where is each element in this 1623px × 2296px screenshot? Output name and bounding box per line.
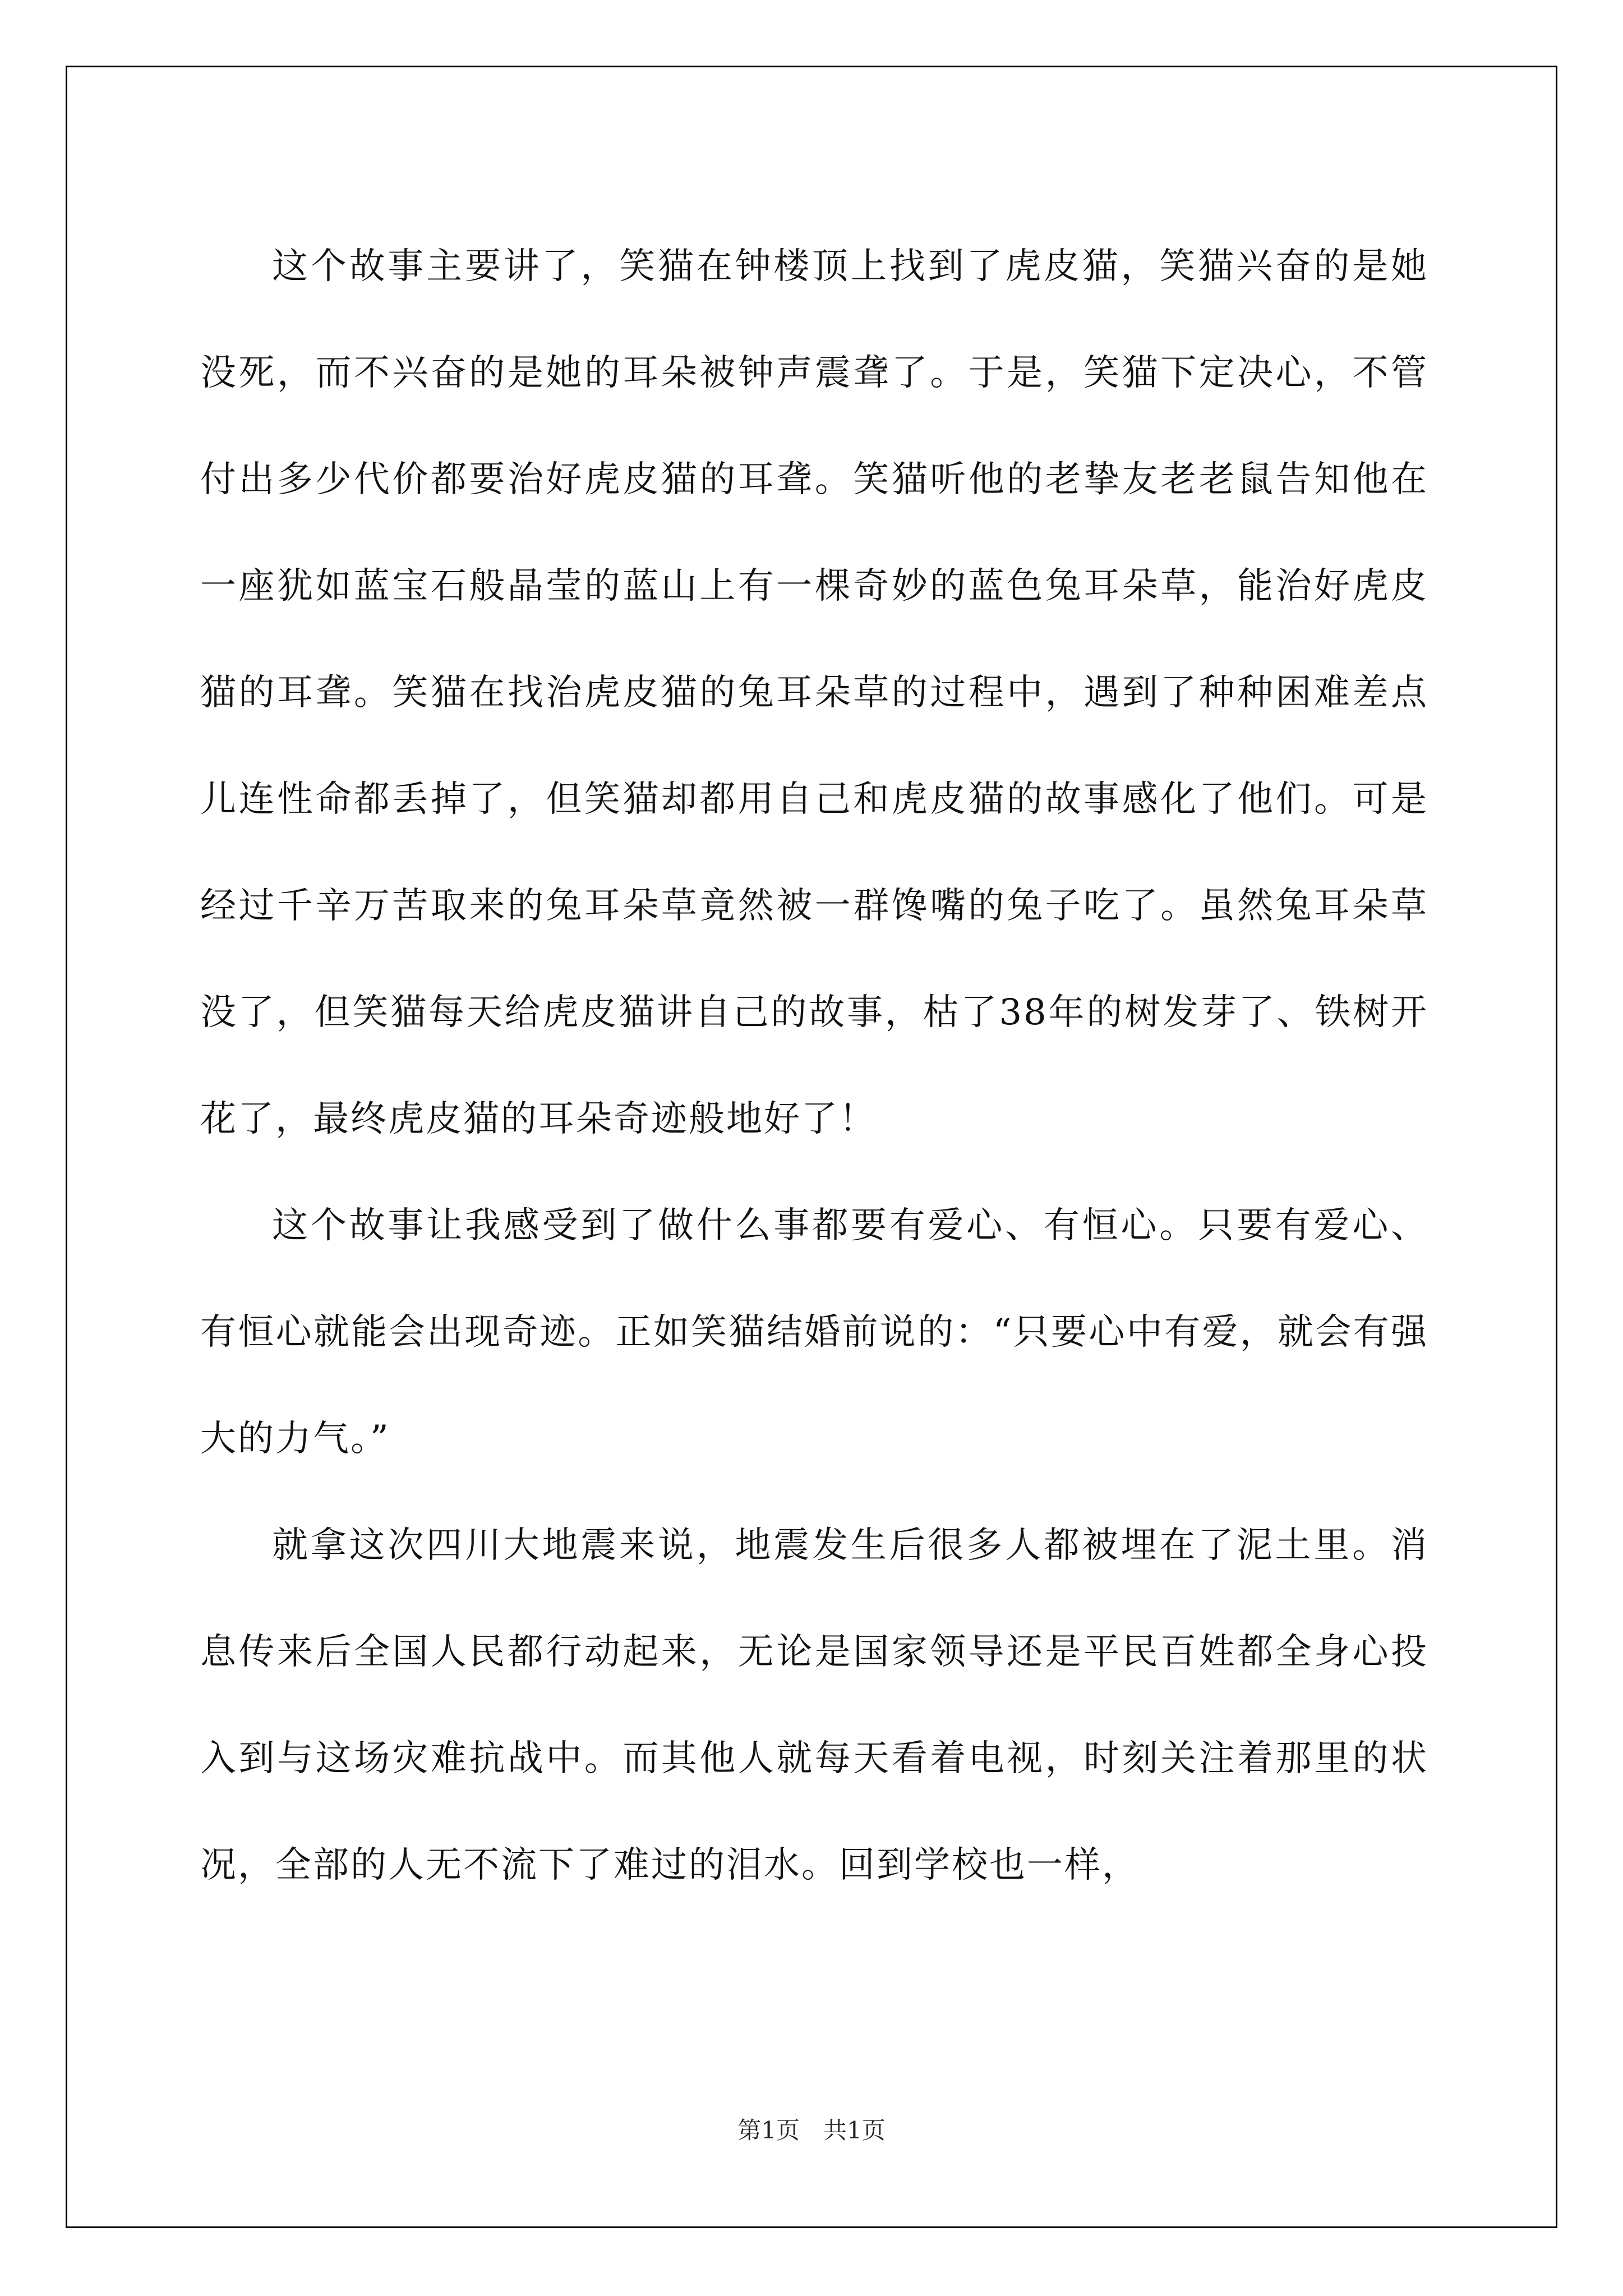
paragraph-2: 这个故事让我感受到了做什么事都要有爱心、有恒心。只要有爱心、有恒心就能会出现奇迹。正如笑猫结婚前说的：“只要心中有爱，就会有强大的力气。” [200,1205,1428,1460]
paragraph-1: 这个故事主要讲了，笑猫在钟楼顶上找到了虎皮猫，笑猫兴奋的是她没死，而不兴奋的是她的耳朵被钟声震聋了。于是，笑猫下定决心，不管付出多少代价都要治好虎皮猫的耳聋。笑猫听他的老挚友老老鼠告知他在一座犹如蓝宝石般晶莹的蓝山上有一棵奇妙的蓝色兔耳朵草，能治好虎皮猫的耳聋。笑猫在找治虎皮猫的兔耳朵草的过程中，遇到了种种困难差点儿连性命都丢掉了，但笑猫却都用自己和虎皮猫的故事感化了他们。可是经过千辛万苦取来的兔耳朵草竟然被一群馋嘴的兔子吃了。虽然兔耳朵草没了，但笑猫每天给虎皮猫讲自己的故事，枯了38年的树发芽了、铁树开花了，最终虎皮猫的耳朵奇迹般地好了！ [200,246,1428,1140]
paragraph-3: 就拿这次四川大地震来说，地震发生后很多人都被埋在了泥土里。消息传来后全国人民都行动起来，无论是国家领导还是平民百姓都全身心投入到与这场灾难抗战中。而其他人就每天看着电视，时刻关注着那里的状况，全部的人无不流下了难过的泪水。回到学校也一样， [200,1525,1428,1886]
document-body [200,213,1428,1918]
page-footer: 第1页 共1页 [737,2116,886,2144]
